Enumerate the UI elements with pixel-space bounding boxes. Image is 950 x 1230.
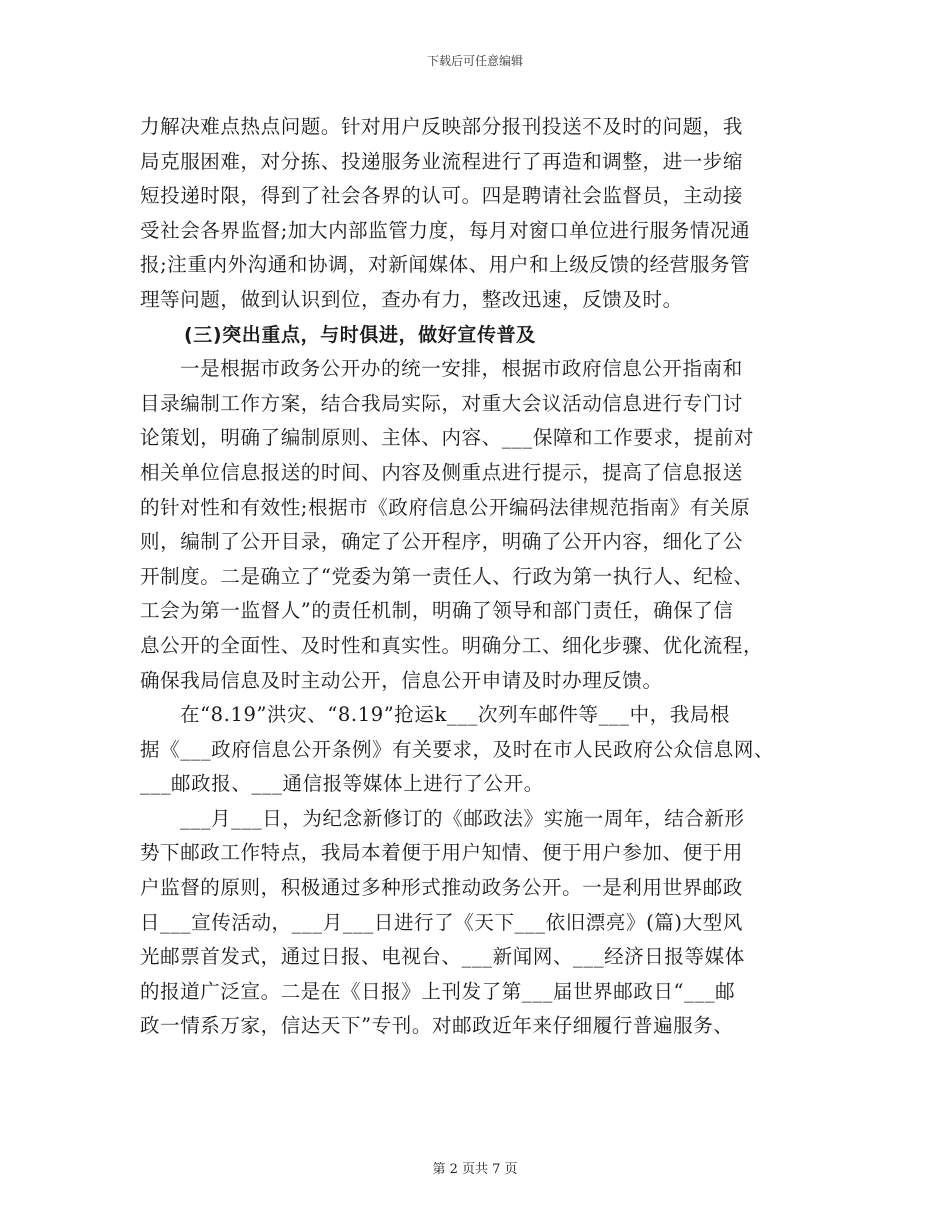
- paragraph-line: 势下邮政工作特点，我局本着便于用户知情、便于用户参加、便于用: [140, 841, 744, 865]
- paragraph-line: 相关单位信息报送的时间、内容及侧重点进行提示，提高了信息报送: [140, 460, 744, 484]
- paragraph-line: ___月___日，为纪念新修订的《邮政法》实施一周年，结合新形: [180, 806, 745, 830]
- paragraph-line: 力解决难点热点问题。针对用户反映部分报刊投送不及时的问题，我: [140, 115, 744, 138]
- paragraph-line: 论策划，明确了编制原则、主体、内容、___保障和工作要求，提前对: [140, 426, 754, 450]
- section-heading: (三)突出重点，与时俱进，做好宣传普及: [184, 323, 536, 346]
- paragraph-line: 理等问题，做到认识到位，查办有力，整改迅速，反馈及时。: [140, 287, 683, 311]
- paragraph-line: 目录编制工作方案，结合我局实际，对重大会议活动信息进行专门讨: [140, 391, 744, 415]
- paragraph-line: 日___宣传活动，___月___日进行了《天下___依旧漂亮》(篇)大型风: [140, 910, 743, 934]
- paragraph-line: 户监督的原则，积极通过多种形式推动政务公开。一是利用世界邮政: [140, 876, 744, 900]
- paragraph-line: 受社会各界监督;加大内部监管力度，每月对窗口单位进行服务情况通: [140, 218, 751, 242]
- paragraph-line: 短投递时限，得到了社会各界的认可。四是聘请社会监督员，主动接: [140, 184, 744, 208]
- document-body: [140, 110, 830, 1044]
- paragraph-line: ___邮政报、___通信报等媒体上进行了公开。: [140, 772, 544, 796]
- paragraph-line: 的报道广泛宣。二是在《日报》上刊发了第___届世界邮政日“___邮: [140, 979, 736, 1003]
- paragraph-line: 开制度。二是确立了“党委为第一责任人、行政为第一执行人、纪检、: [140, 564, 754, 588]
- paragraph-line: 局克服困难，对分拣、投递服务业流程进行了再造和调整，进一步缩: [140, 149, 744, 173]
- page-footer: 第 2 页共 7 页: [432, 1162, 518, 1177]
- paragraph-line: 的针对性和有效性;根据市《政府信息公开编码法律规范指南》有关原: [140, 495, 751, 519]
- paragraph-line: 政一情系万家，信达天下”专刊。对邮政近年来仔细履行普遍服务、: [140, 1014, 734, 1038]
- paragraph-line: 报;注重内外沟通和协调，对新闻媒体、用户和上级反馈的经营服务管: [140, 253, 751, 277]
- paragraph-line: 确保我局信息及时主动公开，信息公开申请及时办理反馈。: [140, 668, 663, 692]
- page-header: 下载后可任意编辑: [426, 54, 523, 68]
- paragraph-line: 在“8.19”洪灾、“8.19”抢运k___次列车邮件等___中，我局根: [180, 703, 731, 727]
- paragraph-line: 工会为第一监督人”的责任机制，明确了领导和部门责任，确保了信: [140, 599, 734, 623]
- paragraph-line: 则，编制了公开目录，确定了公开程序，明确了公开内容，细化了公: [140, 530, 744, 554]
- paragraph-line: 一是根据市政务公开办的统一安排，根据市政府信息公开指南和: [180, 357, 743, 381]
- paragraph-line: 息公开的全面性、及时性和真实性。明确分工、细化步骤、优化流程，: [140, 633, 764, 657]
- paragraph-line: 光邮票首发式，通过日报、电视台、___新闻网、___经济日报等媒体: [140, 945, 745, 969]
- paragraph-line: 据《___政府信息公开条例》有关要求，及时在市人民政府公众信息网、: [140, 737, 775, 761]
